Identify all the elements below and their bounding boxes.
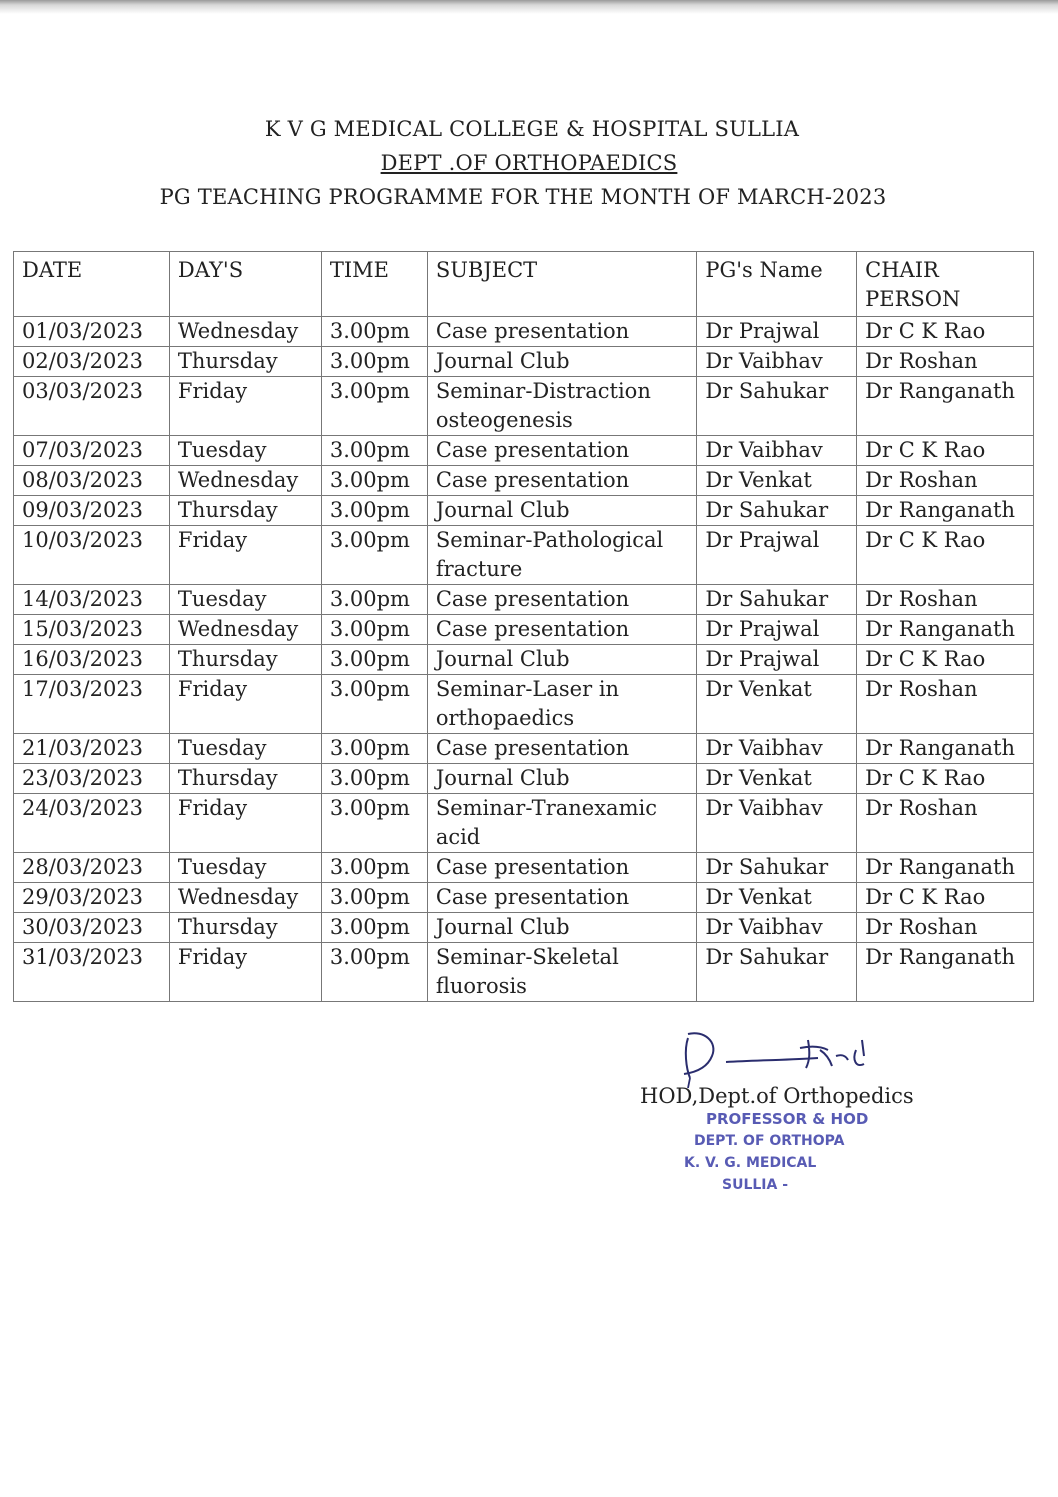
cell-day: Friday	[169, 794, 321, 853]
cell-chair-person: Dr Ranganath	[857, 377, 1034, 436]
cell-pg-name: Dr Prajwal	[697, 645, 857, 675]
cell-time: 3.00pm	[321, 883, 427, 913]
cell-subject: Case presentation	[427, 853, 697, 883]
cell-date: 09/03/2023	[14, 496, 170, 526]
cell-day: Wednesday	[169, 615, 321, 645]
table-header-row	[14, 252, 1034, 317]
cell-chair-person: Dr C K Rao	[857, 317, 1034, 347]
cell-date: 17/03/2023	[14, 675, 170, 734]
cell-time: 3.00pm	[321, 377, 427, 436]
cell-time: 3.00pm	[321, 943, 427, 1002]
table-row	[14, 764, 1034, 794]
programme-title: PG TEACHING PROGRAMME FOR THE MONTH OF MARCH-2023	[159, 185, 887, 209]
table-row	[14, 496, 1034, 526]
cell-day: Friday	[169, 675, 321, 734]
table-row	[14, 734, 1034, 764]
cell-day: Friday	[169, 943, 321, 1002]
cell-subject: Case presentation	[427, 317, 697, 347]
cell-subject: Journal Club	[427, 496, 697, 526]
table-row	[14, 853, 1034, 883]
cell-pg-name: Dr Vaibhav	[697, 794, 857, 853]
cell-subject: Seminar-Pathological fracture	[427, 526, 697, 585]
scan-top-shadow	[0, 0, 1058, 14]
cell-chair-person: Dr C K Rao	[857, 526, 1034, 585]
cell-date: 03/03/2023	[14, 377, 170, 436]
cell-date: 15/03/2023	[14, 615, 170, 645]
column-header-time: TIME	[321, 252, 427, 317]
column-header-pg-name: PG's Name	[697, 252, 857, 317]
cell-pg-name: Dr Venkat	[697, 764, 857, 794]
cell-pg-name: Dr Sahukar	[697, 377, 857, 436]
document-header	[0, 112, 1058, 214]
stamp-line: SULLIA -	[722, 1177, 789, 1193]
column-header-chair-person: CHAIR PERSON	[857, 252, 1034, 317]
cell-subject: Case presentation	[427, 883, 697, 913]
table-row	[14, 466, 1034, 496]
stamp-line: K. V. G. MEDICAL	[684, 1155, 817, 1171]
cell-date: 30/03/2023	[14, 913, 170, 943]
cell-day: Thursday	[169, 645, 321, 675]
cell-pg-name: Dr Sahukar	[697, 943, 857, 1002]
department-name: DEPT .OF ORTHOPAEDICS	[380, 151, 678, 175]
table-row	[14, 883, 1034, 913]
cell-pg-name: Dr Prajwal	[697, 317, 857, 347]
table-row	[14, 377, 1034, 436]
cell-date: 29/03/2023	[14, 883, 170, 913]
cell-time: 3.00pm	[321, 585, 427, 615]
cell-subject: Case presentation	[427, 615, 697, 645]
cell-date: 10/03/2023	[14, 526, 170, 585]
cell-pg-name: Dr Sahukar	[697, 585, 857, 615]
cell-time: 3.00pm	[321, 853, 427, 883]
cell-chair-person: Dr Ranganath	[857, 496, 1034, 526]
cell-time: 3.00pm	[321, 764, 427, 794]
cell-day: Thursday	[169, 764, 321, 794]
cell-date: 14/03/2023	[14, 585, 170, 615]
table-row	[14, 794, 1034, 853]
cell-subject: Case presentation	[427, 436, 697, 466]
cell-chair-person: Dr Roshan	[857, 675, 1034, 734]
cell-subject: Case presentation	[427, 466, 697, 496]
cell-chair-person: Dr Ranganath	[857, 734, 1034, 764]
column-header-day: DAY'S	[169, 252, 321, 317]
cell-date: 24/03/2023	[14, 794, 170, 853]
cell-chair-person: Dr Roshan	[857, 466, 1034, 496]
college-name: K V G MEDICAL COLLEGE & HOSPITAL SULLIA	[264, 117, 800, 141]
cell-time: 3.00pm	[321, 794, 427, 853]
cell-subject: Journal Club	[427, 347, 697, 377]
cell-time: 3.00pm	[321, 496, 427, 526]
cell-pg-name: Dr Venkat	[697, 675, 857, 734]
cell-day: Thursday	[169, 496, 321, 526]
cell-chair-person: Dr Roshan	[857, 585, 1034, 615]
cell-day: Tuesday	[169, 585, 321, 615]
cell-date: 02/03/2023	[14, 347, 170, 377]
cell-subject: Case presentation	[427, 585, 697, 615]
table-row	[14, 615, 1034, 645]
cell-day: Tuesday	[169, 436, 321, 466]
cell-time: 3.00pm	[321, 347, 427, 377]
table-row	[14, 645, 1034, 675]
department-stamp	[676, 1108, 868, 1196]
cell-day: Friday	[169, 377, 321, 436]
cell-chair-person: Dr Roshan	[857, 794, 1034, 853]
cell-pg-name: Dr Prajwal	[697, 526, 857, 585]
cell-date: 28/03/2023	[14, 853, 170, 883]
cell-pg-name: Dr Vaibhav	[697, 734, 857, 764]
table-row	[14, 913, 1034, 943]
cell-time: 3.00pm	[321, 645, 427, 675]
schedule-table	[13, 251, 1034, 1002]
cell-date: 16/03/2023	[14, 645, 170, 675]
stamp-line: DEPT. OF ORTHOPA	[694, 1133, 845, 1149]
cell-pg-name: Dr Sahukar	[697, 853, 857, 883]
cell-date: 31/03/2023	[14, 943, 170, 1002]
cell-date: 07/03/2023	[14, 436, 170, 466]
cell-time: 3.00pm	[321, 734, 427, 764]
cell-pg-name: Dr Sahukar	[697, 496, 857, 526]
cell-subject: Journal Club	[427, 645, 697, 675]
cell-chair-person: Dr C K Rao	[857, 645, 1034, 675]
cell-chair-person: Dr Ranganath	[857, 853, 1034, 883]
cell-pg-name: Dr Vaibhav	[697, 436, 857, 466]
cell-time: 3.00pm	[321, 526, 427, 585]
cell-chair-person: Dr Ranganath	[857, 615, 1034, 645]
cell-chair-person: Dr Roshan	[857, 913, 1034, 943]
cell-day: Wednesday	[169, 883, 321, 913]
table-row	[14, 347, 1034, 377]
cell-subject: Seminar-Skeletal fluorosis	[427, 943, 697, 1002]
cell-pg-name: Dr Venkat	[697, 466, 857, 496]
schedule-body	[14, 317, 1034, 1002]
cell-chair-person: Dr Ranganath	[857, 943, 1034, 1002]
cell-chair-person: Dr C K Rao	[857, 883, 1034, 913]
cell-time: 3.00pm	[321, 466, 427, 496]
table-row	[14, 585, 1034, 615]
cell-time: 3.00pm	[321, 675, 427, 734]
cell-subject: Seminar-Laser in orthopaedics	[427, 675, 697, 734]
cell-day: Thursday	[169, 913, 321, 943]
cell-chair-person: Dr Roshan	[857, 347, 1034, 377]
column-header-date: DATE	[14, 252, 170, 317]
cell-pg-name: Dr Vaibhav	[697, 347, 857, 377]
cell-day: Wednesday	[169, 317, 321, 347]
table-row	[14, 526, 1034, 585]
table-row	[14, 943, 1034, 1002]
cell-time: 3.00pm	[321, 913, 427, 943]
cell-pg-name: Dr Vaibhav	[697, 913, 857, 943]
cell-day: Friday	[169, 526, 321, 585]
cell-time: 3.00pm	[321, 615, 427, 645]
cell-date: 21/03/2023	[14, 734, 170, 764]
cell-day: Tuesday	[169, 734, 321, 764]
table-row	[14, 675, 1034, 734]
cell-date: 23/03/2023	[14, 764, 170, 794]
cell-subject: Seminar-Tranexamic acid	[427, 794, 697, 853]
hod-designation: HOD,Dept.of Orthopedics	[640, 1084, 914, 1108]
cell-day: Thursday	[169, 347, 321, 377]
cell-subject: Journal Club	[427, 913, 697, 943]
table-row	[14, 317, 1034, 347]
column-header-subject: SUBJECT	[427, 252, 697, 317]
cell-pg-name: Dr Venkat	[697, 883, 857, 913]
cell-date: 01/03/2023	[14, 317, 170, 347]
cell-day: Tuesday	[169, 853, 321, 883]
cell-time: 3.00pm	[321, 436, 427, 466]
cell-pg-name: Dr Prajwal	[697, 615, 857, 645]
cell-date: 08/03/2023	[14, 466, 170, 496]
cell-chair-person: Dr C K Rao	[857, 436, 1034, 466]
table-row	[14, 436, 1034, 466]
cell-day: Wednesday	[169, 466, 321, 496]
cell-chair-person: Dr C K Rao	[857, 764, 1034, 794]
cell-subject: Case presentation	[427, 734, 697, 764]
cell-subject: Seminar-Distraction osteogenesis	[427, 377, 697, 436]
cell-time: 3.00pm	[321, 317, 427, 347]
cell-subject: Journal Club	[427, 764, 697, 794]
stamp-line: PROFESSOR & HOD	[706, 1110, 869, 1128]
